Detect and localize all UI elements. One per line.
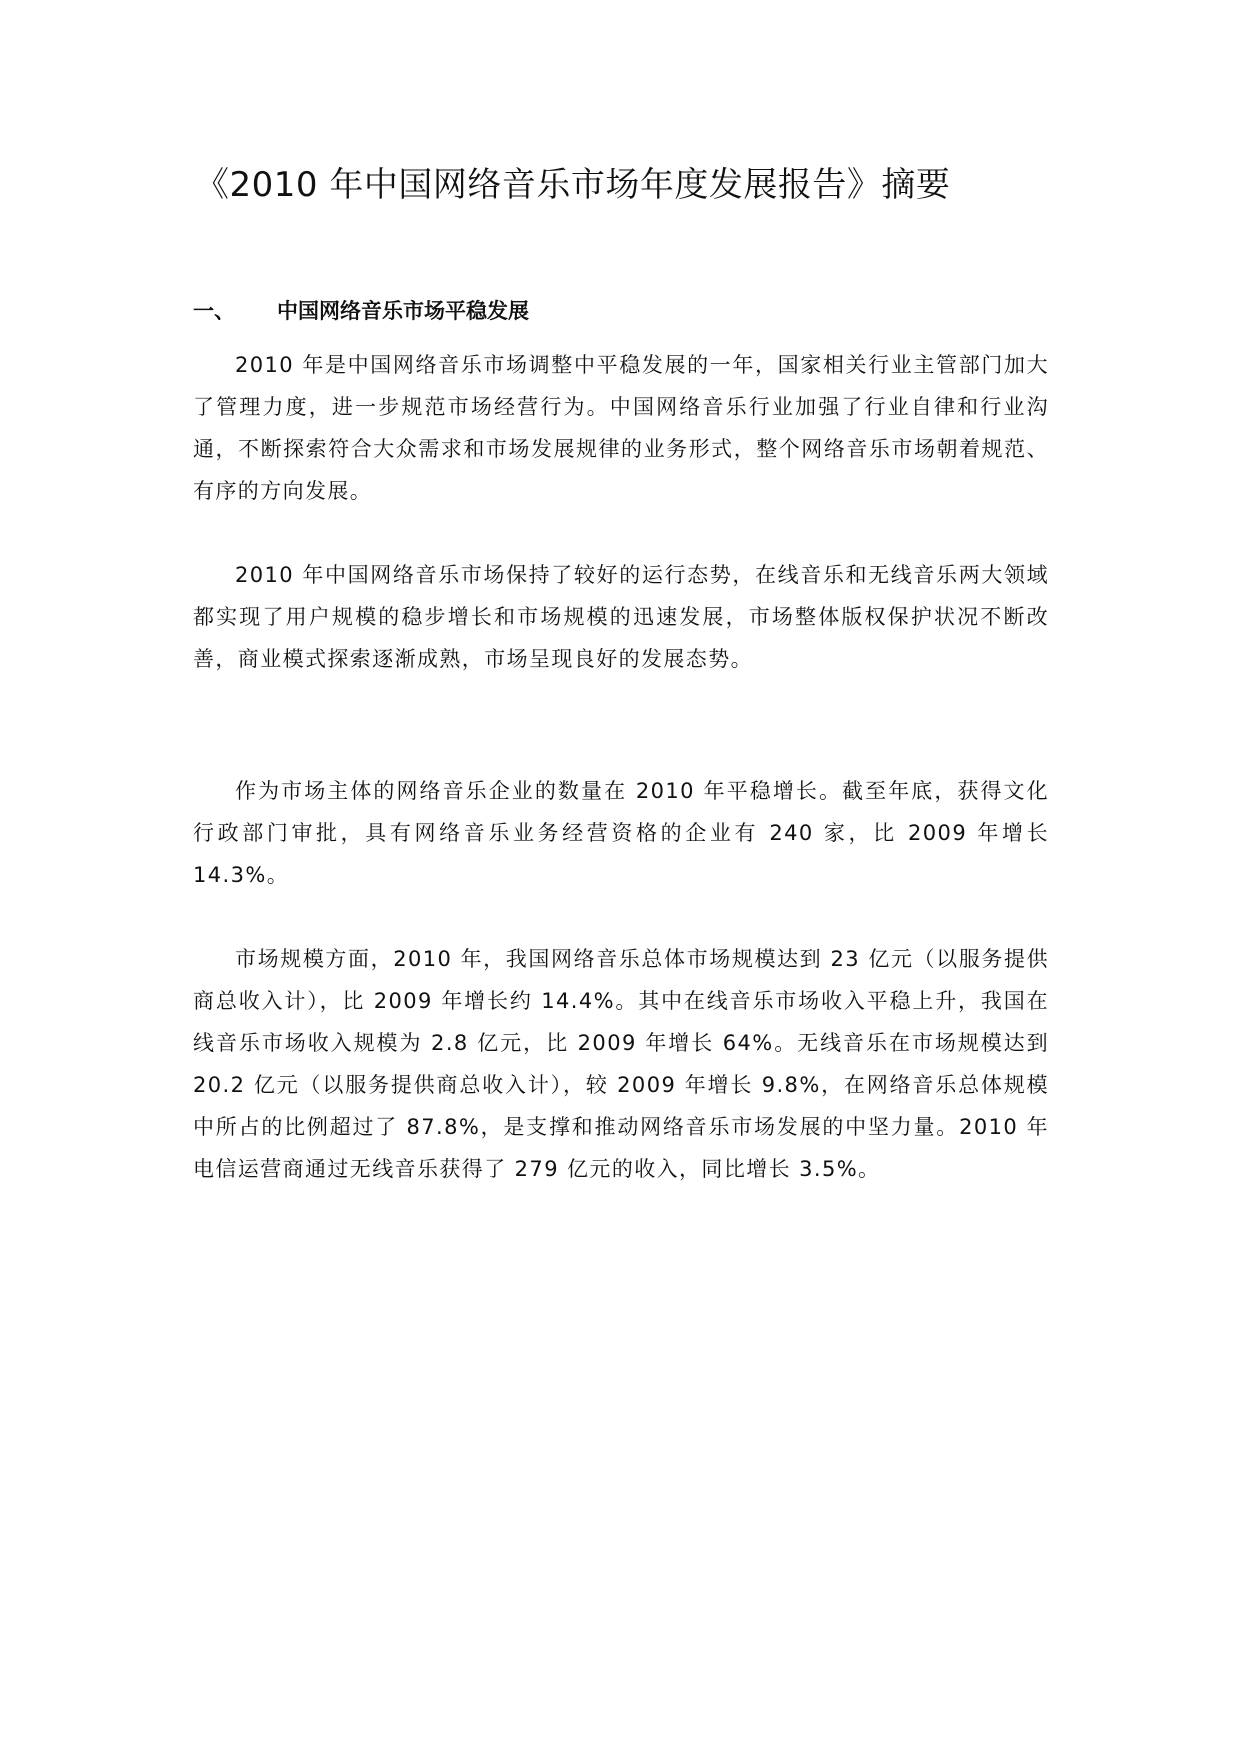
section-title: 中国网络音乐市场平稳发展 (277, 299, 529, 323)
section-number: 一、 (193, 299, 235, 323)
paragraph-market-scale: 市场规模方面，2010 年，我国网络音乐总体市场规模达到 23 亿元（以服务提供商总收入计），比 2009 年增长约 14.4%。其中在线音乐市场收入平稳上升，我国在线音乐市场收入规模为 2.8 亿元，比 2009 年增长 64%。无线音乐在市场规模达到 20.2 亿元（以服务提供商总收入计），较 2009 年增长 9.8%，在网络音乐总体规模中所占的比例超过了 87.8%，是支撑和推动网络音乐市场发展的中坚力量。2010 年电信运营商通过无线音乐获得了 279 亿元的收入，同比增长 3.5%。 (193, 947, 1049, 1181)
paragraph-enterprise-growth: 作为市场主体的网络音乐企业的数量在 2010 年平稳增长。截至年底，获得文化行政部门审批，具有网络音乐业务经营资格的企业有 240 家，比 2009 年增长 14.3%。 (193, 779, 1049, 887)
section-heading (193, 293, 1053, 329)
paragraph-market-development: 2010 年是中国网络音乐市场调整中平稳发展的一年，国家相关行业主管部门加大了管理力度，进一步规范市场经营行为。中国网络音乐行业加强了行业自律和行业沟通，不断探索符合大众需求和市场发展规律的业务形式，整个网络音乐市场朝着规范、有序的方向发展。 (193, 353, 1049, 503)
paragraph-market-status: 2010 年中国网络音乐市场保持了较好的运行态势，在线音乐和无线音乐两大领域都实现了用户规模的稳步增长和市场规模的迅速发展，市场整体版权保护状况不断改善，商业模式探索逐渐成熟，市场呈现良好的发展态势。 (193, 563, 1049, 671)
document-title: 《2010 年中国网络音乐市场年度发展报告》摘要 (195, 165, 951, 205)
